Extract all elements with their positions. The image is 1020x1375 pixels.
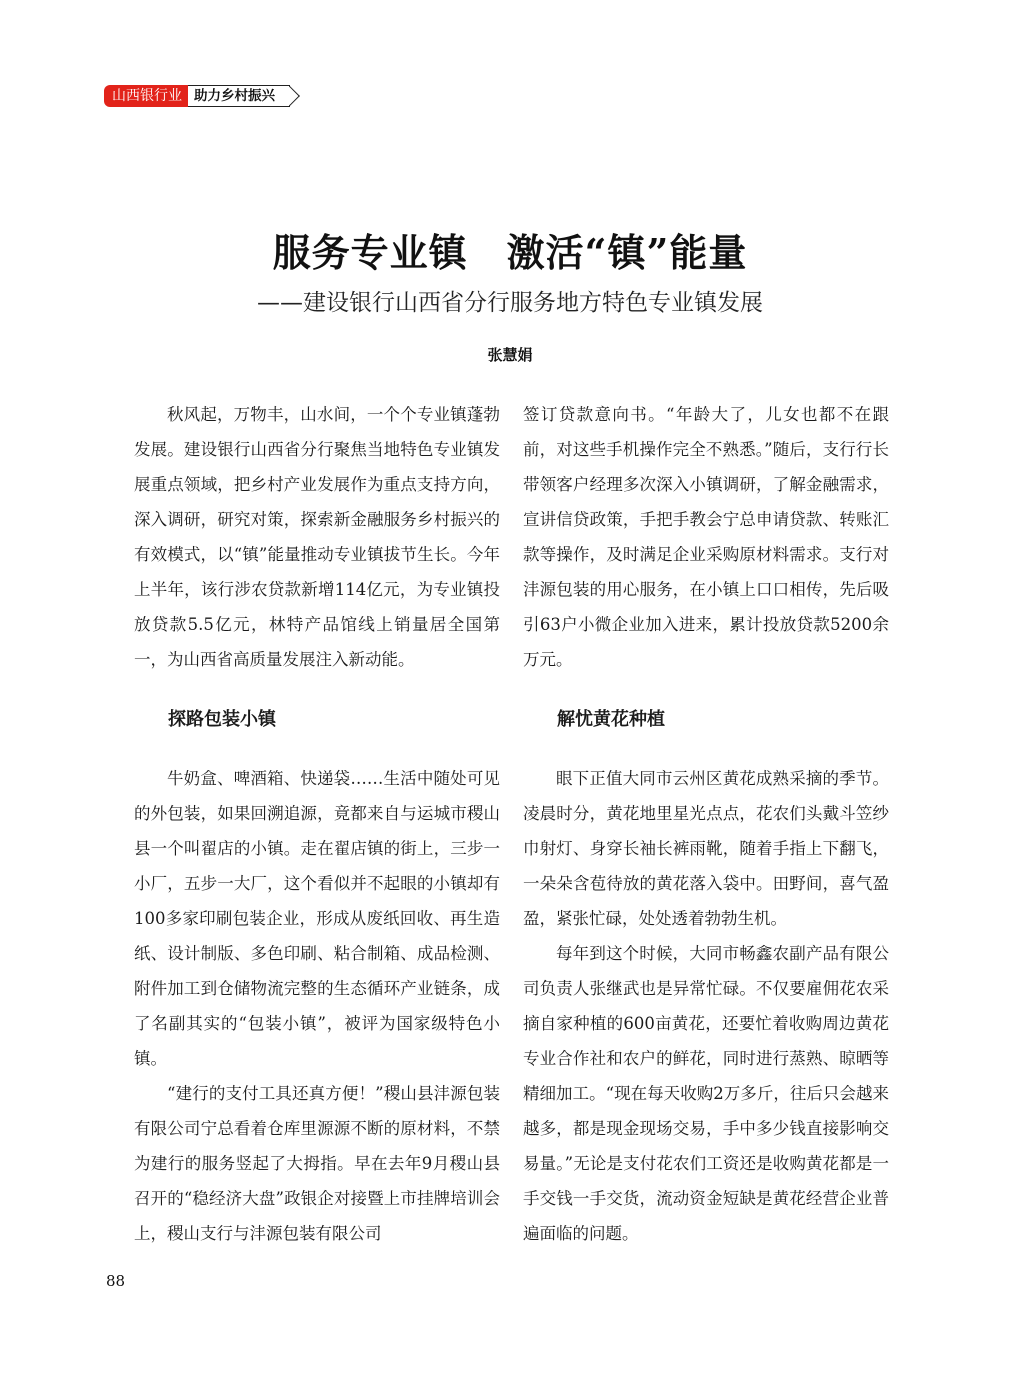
continued-paragraph: 签订贷款意向书。“年龄大了，儿女也都不在跟前，对这些手机操作完全不熟悉。”随后，支行行长带领客户经理多次深入小镇调研，了解金融需求，宣讲信贷政策，手把手教会宁总申请贷款、转账汇款等操作，及时满足企业采购原材料需求。支行对沣源包装的用心服务，在小镇上口口相传，先后吸引63户小微企业加入进来，累计投放贷款5200余万元。: [523, 405, 889, 669]
intro-paragraph: 秋风起，万物丰，山水间，一个个专业镇蓬勃发展。建设银行山西省分行聚焦当地特色专业镇发展重点领域，把乡村产业发展作为重点支持方向，深入调研，研究对策，探索新金融服务乡村振兴的有效模式，以“镇”能量推动专业镇拔节生长。今年上半年，该行涉农贷款新增114亿元，为专业镇投放贷款5.5亿元，林特产品馆线上销量居全国第一，为山西省高质量发展注入新动能。: [134, 405, 500, 669]
article-subtitle: ——建设银行山西省分行服务地方特色专业镇发展: [257, 290, 763, 316]
body-paragraph: 牛奶盒、啤酒箱、快递袋……生活中随处可见的外包装，如果回溯追源，竟都来自与运城市稷山县一个叫翟店的小镇。走在翟店镇的街上，三步一小厂，五步一大厂，这个看似并不起眼的小镇却有100多家印刷包装企业，形成从废纸回收、再生造纸、设计制版、多色印刷、粘合制箱、成品检测、附件加工到仓储物流完整的生态循环产业链条，成了名副其实的“包装小镇”，被评为国家级特色小镇。: [134, 769, 500, 1068]
section-heading-packaging-town: 探路包装小镇: [168, 709, 276, 730]
right-column: [523, 397, 889, 1251]
page-number: 88: [106, 1272, 126, 1290]
body-paragraph: 每年到这个时候，大同市畅鑫农副产品有限公司负责人张继武也是异常忙碌。不仅要雇佣花农采摘自家种植的600亩黄花，还要忙着收购周边黄花专业合作社和农户的鲜花，同时进行蒸熟、晾晒等精细加工。“现在每天收购2万多斤，往后只会越来越多，都是现金现场交易，手中多少钱直接影响交易量。”无论是支付花农们工资还是收购黄花都是一手交钱一手交货，流动资金短缺是黄花经营企业普遍面临的问题。: [523, 944, 889, 1243]
section-tag-theme: 助力乡村振兴: [188, 85, 290, 107]
left-column: [134, 397, 500, 1251]
section-tag: [104, 85, 290, 107]
body-paragraph: 眼下正值大同市云州区黄花成熟采摘的季节。凌晨时分，黄花地里星光点点，花农们头戴斗笠纱巾射灯、身穿长袖长裤雨靴，随着手指上下翻飞，一朵朵含苞待放的黄花落入袋中。田野间，喜气盈盈，紧张忙碌，处处透着勃勃生机。: [523, 769, 889, 928]
body-paragraph: “建行的支付工具还真方便！”稷山县沣源包装有限公司宁总看着仓库里源源不断的原材料，不禁为建行的服务竖起了大拇指。早在去年9月稷山县召开的“稳经济大盘”政银企对接暨上市挂牌培训会上，稷山支行与沣源包装有限公司: [134, 1084, 500, 1243]
section-heading-daylily-planting: 解忧黄花种植: [557, 709, 665, 730]
article-author: 张慧娟: [487, 346, 533, 364]
section-tag-category: 山西银行业: [104, 85, 188, 107]
article-title: 服务专业镇 激活“镇”能量: [272, 230, 748, 275]
